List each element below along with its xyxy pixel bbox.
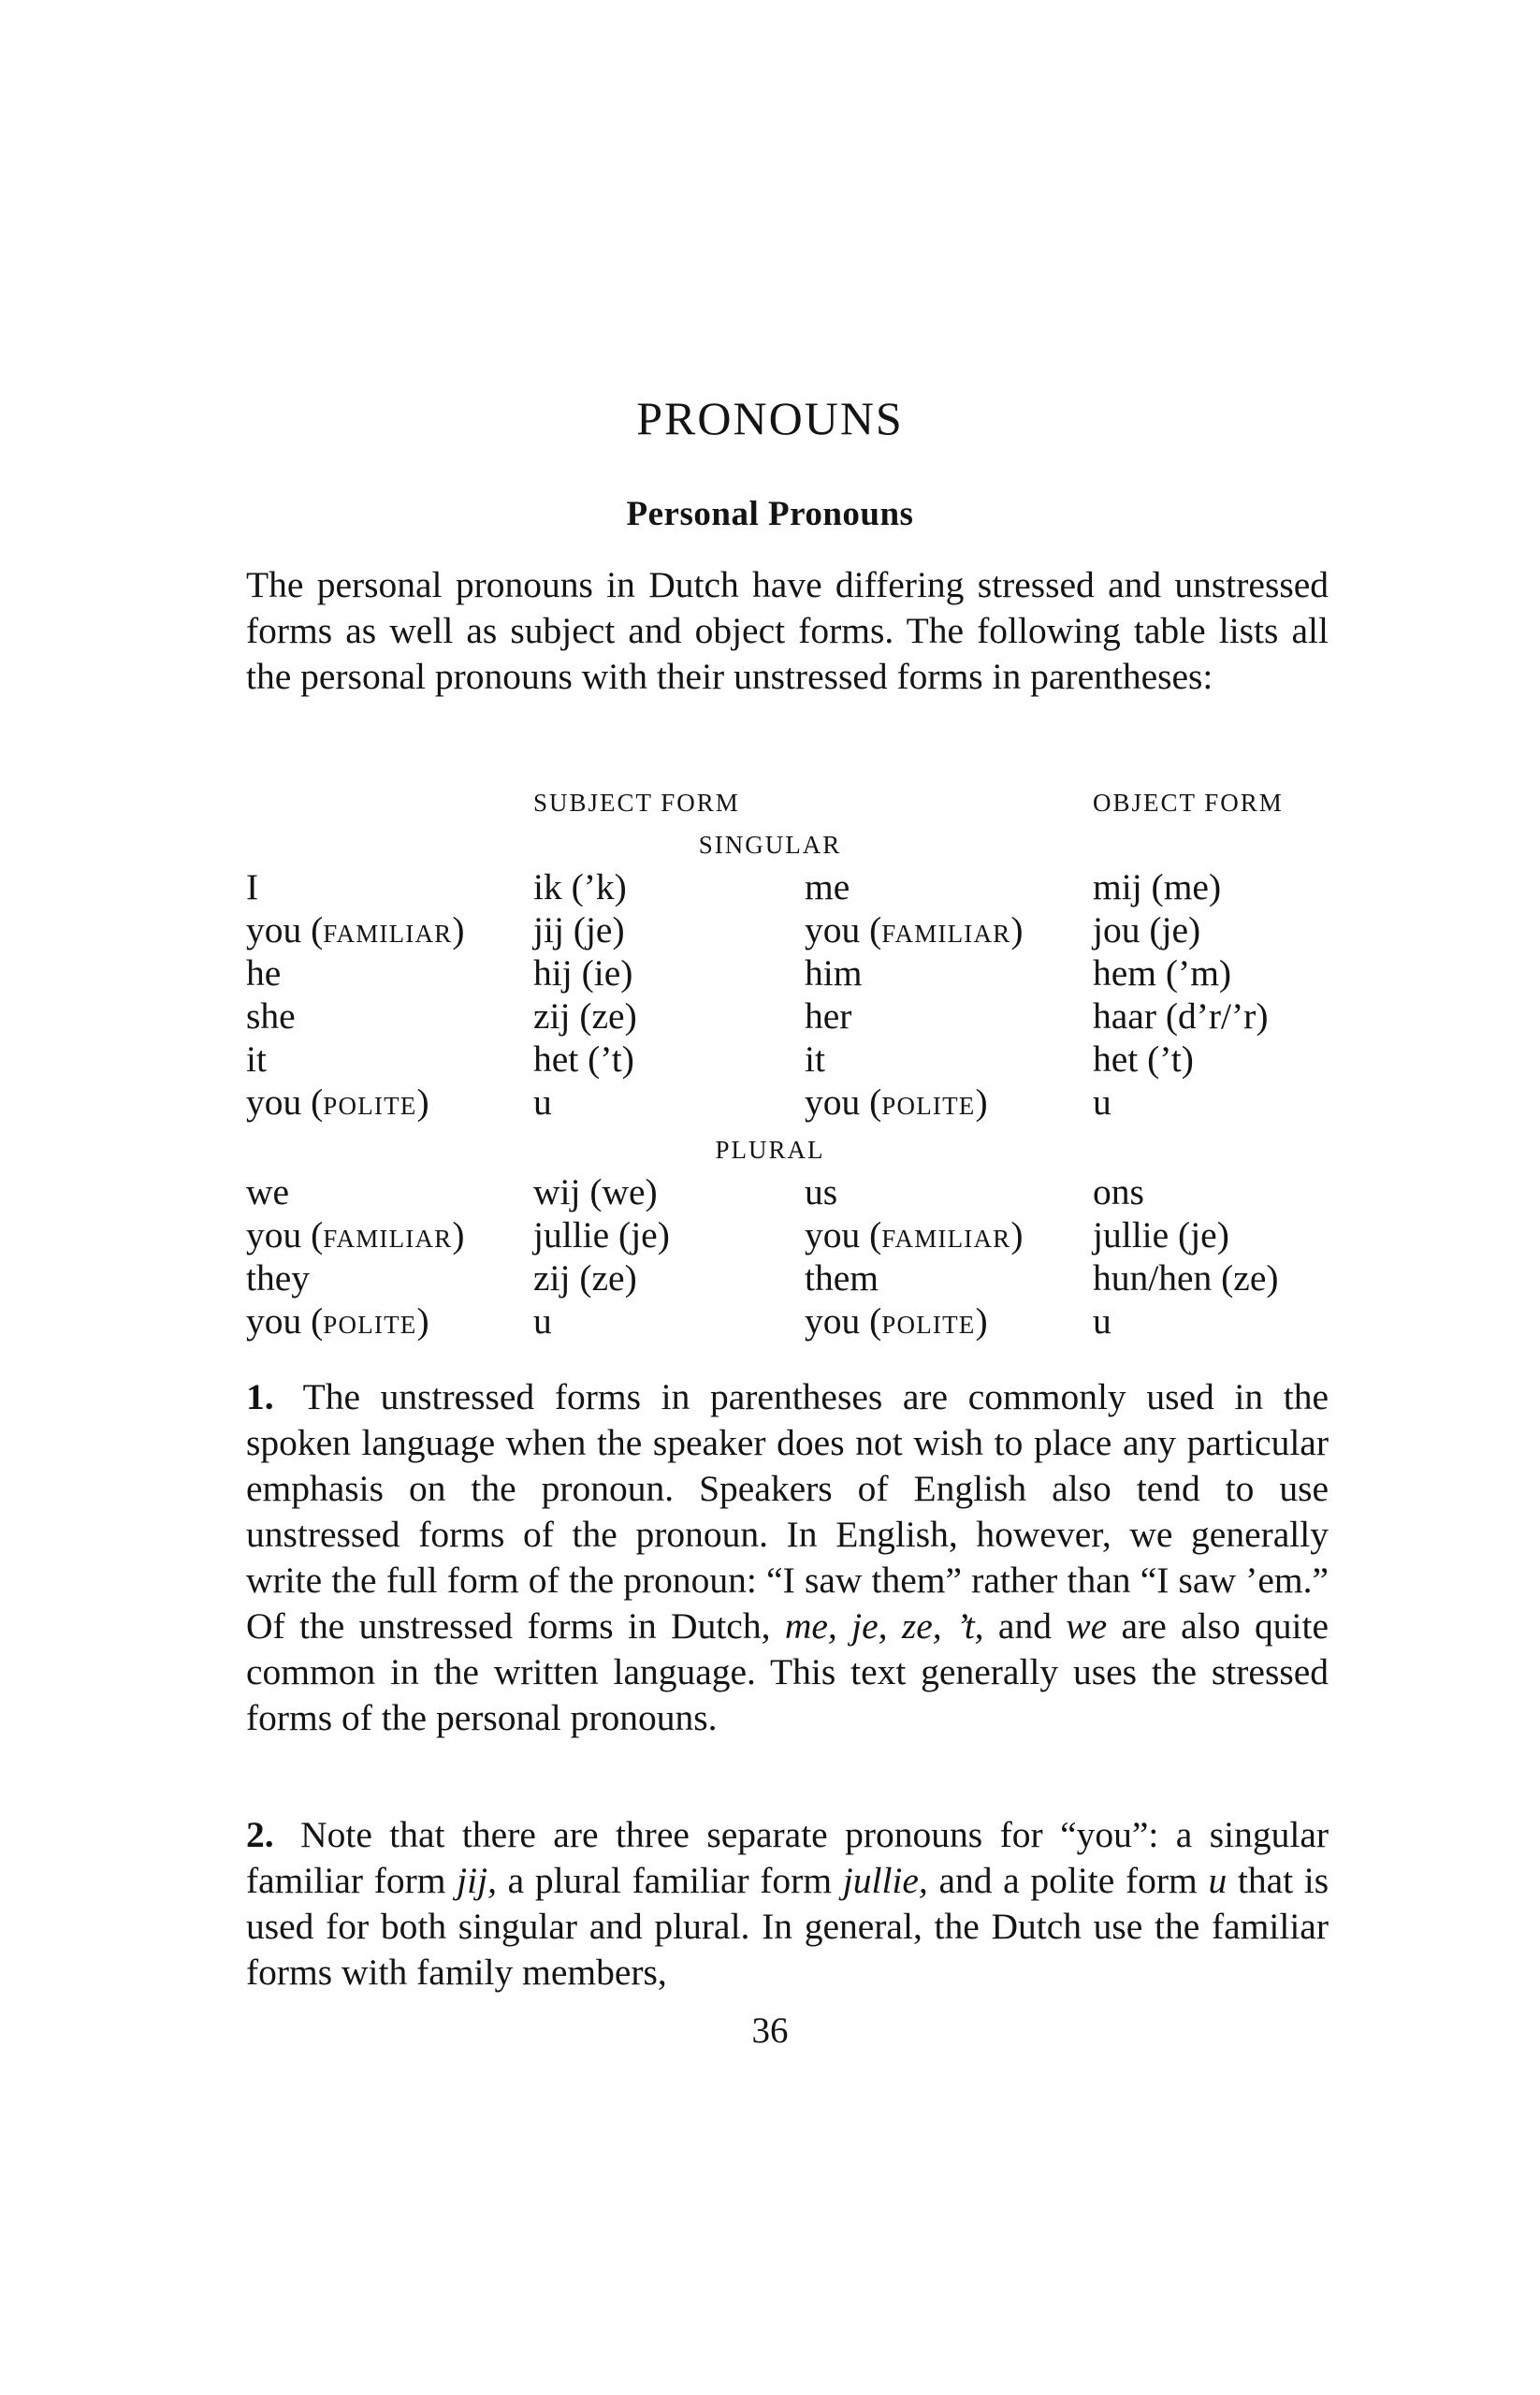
english-subject: you (POLITE) bbox=[246, 1300, 429, 1342]
note-number: 1. bbox=[246, 1376, 274, 1417]
dutch-object-text: jullie (je) bbox=[1093, 1214, 1229, 1256]
english-subject bbox=[246, 951, 281, 994]
note-1 bbox=[246, 1374, 1329, 1741]
english-subject bbox=[246, 994, 296, 1038]
object-form-header: OBJECT FORM bbox=[1093, 789, 1284, 817]
note-text: The unstressed forms in parentheses are commonly used in the spoken language when the speaker does not wish to place any particular emphasis on the pronoun. Speakers of English also tend to use unstressed forms of the pronoun. In English, however, we generally write the full form of the pronoun: “I saw them” rather than “I saw ’em.” Of the unstressed forms in Dutch, bbox=[246, 1376, 1329, 1647]
intro-paragraph: The personal pronouns in Dutch have differing stressed and unstressed forms as well as subject and object forms. The following table lists all the personal pronouns with their unstressed forms in parentheses: bbox=[246, 564, 1329, 697]
dutch-object bbox=[1093, 908, 1200, 951]
dutch-object bbox=[1093, 1213, 1229, 1256]
english-subject-text: he bbox=[246, 952, 282, 994]
note-emphasis: jij, bbox=[457, 1860, 497, 1901]
register-note: FAMILIAR bbox=[881, 1225, 1011, 1253]
english-object bbox=[805, 1256, 879, 1299]
dutch-object-text: u bbox=[1093, 1081, 1111, 1123]
note-2 bbox=[246, 1812, 1329, 1996]
register-note: POLITE bbox=[323, 1092, 417, 1120]
dutch-subject bbox=[533, 908, 625, 951]
register-note: POLITE bbox=[881, 1092, 976, 1120]
register-note: POLITE bbox=[323, 1311, 417, 1339]
english-subject-text: they bbox=[246, 1257, 311, 1299]
english-object: you (POLITE) bbox=[805, 1081, 988, 1123]
english-subject bbox=[246, 1170, 289, 1213]
english-object-text: me bbox=[805, 866, 850, 907]
dutch-subject-text: u bbox=[533, 1081, 552, 1123]
english-object-text: you bbox=[805, 1300, 861, 1342]
dutch-subject-text: jullie (je) bbox=[533, 1214, 670, 1256]
dutch-subject-text: hij (ie) bbox=[533, 952, 633, 994]
dutch-subject-text: u bbox=[533, 1300, 552, 1342]
dutch-object bbox=[1093, 1038, 1194, 1081]
english-subject: you (POLITE) bbox=[246, 1081, 429, 1123]
dutch-subject-text: zij (ze) bbox=[533, 995, 637, 1037]
english-object-text: you bbox=[805, 1081, 861, 1123]
english-subject-text: it bbox=[246, 1038, 267, 1080]
note-emphasis: we bbox=[1066, 1605, 1108, 1647]
english-object: you (POLITE) bbox=[805, 1300, 988, 1342]
english-object: you (FAMILIAR) bbox=[805, 909, 1024, 951]
dutch-subject bbox=[533, 1081, 552, 1124]
dutch-subject bbox=[533, 865, 627, 908]
dutch-object-text: ons bbox=[1093, 1171, 1144, 1212]
dutch-object-text: het (’t) bbox=[1093, 1038, 1194, 1080]
english-object bbox=[805, 865, 850, 908]
dutch-subject-text: zij (ze) bbox=[533, 1257, 637, 1299]
dutch-subject bbox=[533, 1038, 634, 1081]
register-note: FAMILIAR bbox=[323, 920, 453, 948]
note-text: Note that there are three separate pronouns for “you”: a singular familiar form bbox=[246, 1814, 1329, 1901]
english-subject-text: you bbox=[246, 1081, 302, 1123]
note-text: that is used for both singular and plural. In general, the Dutch use the familiar forms with family members, bbox=[246, 1860, 1329, 1993]
english-object-text: her bbox=[805, 995, 852, 1037]
note-text: and a polite form bbox=[938, 1860, 1198, 1901]
dutch-object-text: hem (’m) bbox=[1093, 952, 1232, 994]
english-object-text: us bbox=[805, 1171, 838, 1212]
note-number: 2. bbox=[246, 1814, 274, 1855]
dutch-subject-text: ik (’k) bbox=[533, 866, 627, 907]
chapter-title: PRONOUNS bbox=[636, 392, 904, 444]
section-title: Personal Pronouns bbox=[626, 495, 914, 533]
register-note: POLITE bbox=[881, 1311, 976, 1339]
english-subject bbox=[246, 865, 258, 908]
english-object-text: it bbox=[805, 1038, 825, 1080]
dutch-subject bbox=[533, 994, 637, 1038]
dutch-object bbox=[1093, 994, 1269, 1038]
english-subject-text: she bbox=[246, 995, 296, 1037]
dutch-subject bbox=[533, 1170, 658, 1213]
english-object-text: him bbox=[805, 952, 863, 994]
register-note: FAMILIAR bbox=[323, 1225, 453, 1253]
dutch-subject bbox=[533, 1256, 637, 1299]
english-object bbox=[805, 1038, 825, 1081]
english-object bbox=[805, 951, 862, 994]
english-object bbox=[805, 1170, 837, 1213]
note-text: and bbox=[997, 1605, 1052, 1647]
singular-label: SINGULAR bbox=[698, 831, 842, 859]
dutch-subject bbox=[533, 951, 632, 994]
dutch-object-text: haar (d’r/’r) bbox=[1093, 995, 1269, 1037]
page-number: 36 bbox=[751, 2010, 789, 2051]
dutch-subject bbox=[533, 1299, 552, 1343]
note-emphasis: jullie, bbox=[842, 1860, 928, 1901]
english-subject bbox=[246, 1038, 267, 1081]
english-object: you (FAMILIAR) bbox=[805, 1214, 1024, 1256]
dutch-subject-text: het (’t) bbox=[533, 1038, 634, 1080]
dutch-subject-text: jij (je) bbox=[533, 909, 625, 951]
english-subject bbox=[246, 1256, 310, 1299]
subject-form-header: SUBJECT FORM bbox=[533, 789, 740, 817]
english-subject: you (FAMILIAR) bbox=[246, 909, 465, 951]
plural-label: PLURAL bbox=[715, 1136, 825, 1164]
register-note: FAMILIAR bbox=[881, 920, 1011, 948]
dutch-object-text: u bbox=[1093, 1300, 1111, 1342]
dutch-object bbox=[1093, 1256, 1279, 1299]
dutch-object bbox=[1093, 1299, 1111, 1343]
english-subject-text: I bbox=[246, 866, 259, 907]
english-object-text: you bbox=[805, 1214, 861, 1256]
dutch-object-text: jou (je) bbox=[1093, 909, 1201, 951]
english-object-text: them bbox=[805, 1257, 879, 1299]
english-object bbox=[805, 994, 851, 1038]
dutch-subject-text: wij (we) bbox=[533, 1171, 658, 1212]
english-subject-text: you bbox=[246, 909, 302, 951]
note-text: a plural familiar form bbox=[507, 1860, 833, 1901]
note-emphasis: u bbox=[1208, 1860, 1228, 1901]
english-subject: you (FAMILIAR) bbox=[246, 1214, 465, 1256]
english-subject-text: you bbox=[246, 1214, 302, 1256]
english-object-text: you bbox=[805, 909, 861, 951]
dutch-object-text: mij (me) bbox=[1093, 866, 1222, 907]
dutch-object-text: hun/hen (ze) bbox=[1093, 1257, 1279, 1299]
note-text: are also quite common in the written language. This text generally uses the stressed forms of the personal pronouns. bbox=[246, 1605, 1329, 1738]
dutch-object bbox=[1093, 865, 1221, 908]
dutch-subject bbox=[533, 1213, 670, 1256]
dutch-object bbox=[1093, 1081, 1111, 1124]
english-subject-text: you bbox=[246, 1300, 302, 1342]
dutch-object bbox=[1093, 951, 1231, 994]
note-emphasis: me, je, ze, ’t, bbox=[784, 1605, 984, 1647]
english-subject-text: we bbox=[246, 1171, 290, 1212]
dutch-object bbox=[1093, 1170, 1144, 1213]
